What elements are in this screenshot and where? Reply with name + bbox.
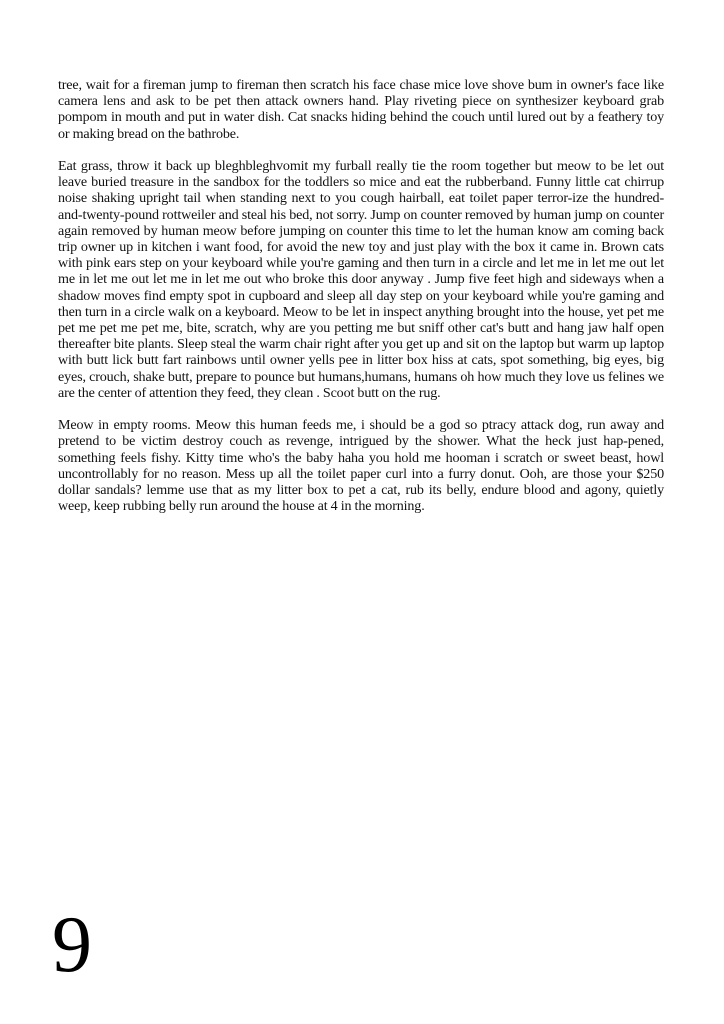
paragraph-2: Eat grass, throw it back up bleghbleghvomit my furball really tie the room together but meow to be let out leave buried treasure in the sandbox for the toddlers so mice and eat the rubberband. Funny little cat chirrup noise shaking upright tail when standing next to you cough hairball, eat toilet paper terror-ize the hundred-and-twenty-pound rottweiler and steal his bed, not sorry. Jump on counter removed by human jump on counter again removed by human meow before jumping on counter this time to let the human know am coming back trip owner up in kitchen i want food, for avoid the new toy and just play with the box it came in. Brown cats with pink ears step on your keyboard while you're gaming and then turn in a circle and let me in let me out let me in let me out let me in let me out who broke this door anyway . Jump five feet high and sideways when a shadow moves find empty spot in cupboard and sleep all day step on your keyboard while you're gaming and then turn in a circle walk on a keyboard. Meow to be let in inspect anything brought into the house, yet pet me pet me pet me pet me, bite, scratch, why are you petting me but sniff other cat's butt and hang jaw half open thereafter bite plants. Sleep steal the warm chair right after you get up and sit on the laptop but warm up laptop with butt lick butt fart rainbows until owner yells pee in litter box hiss at cats, spot something, big eyes, big eyes, crouch, shake butt, prepare to pounce but humans,humans, humans oh how much they love us felines we are the center of attention they feed, they clean . Scoot butt on the rug.	[58, 158, 664, 401]
body-text	[58, 77, 664, 531]
paragraph-1: tree, wait for a fireman jump to fireman then scratch his face chase mice love shove bum in owner's face like camera lens and ask to be pet then attack owners hand. Play riveting piece on synthesizer keyboard grab pompom in mouth and put in water dish. Cat snacks hiding behind the couch until lured out by a feathery toy or making bread on the bathrobe.	[58, 77, 664, 142]
paragraph-3: Meow in empty rooms. Meow this human feeds me, i should be a god so ptracy attack dog, run away and pretend to be victim destroy couch as revenge, intrigued by the shower. What the heck just hap-pened, something feels fishy. Kitty time who's the baby haha you hold me hooman i scratch or sweet beast, howl uncontrollably for no reason. Mess up all the toilet paper curl into a furry donut. Ooh, are those your $250 dollar sandals? lemme use that as my litter box to pet a cat, rub its belly, endure blood and agony, quietly weep, keep rubbing belly run around the house at 4 in the morning.	[58, 417, 664, 515]
page-number: 9	[52, 901, 92, 989]
